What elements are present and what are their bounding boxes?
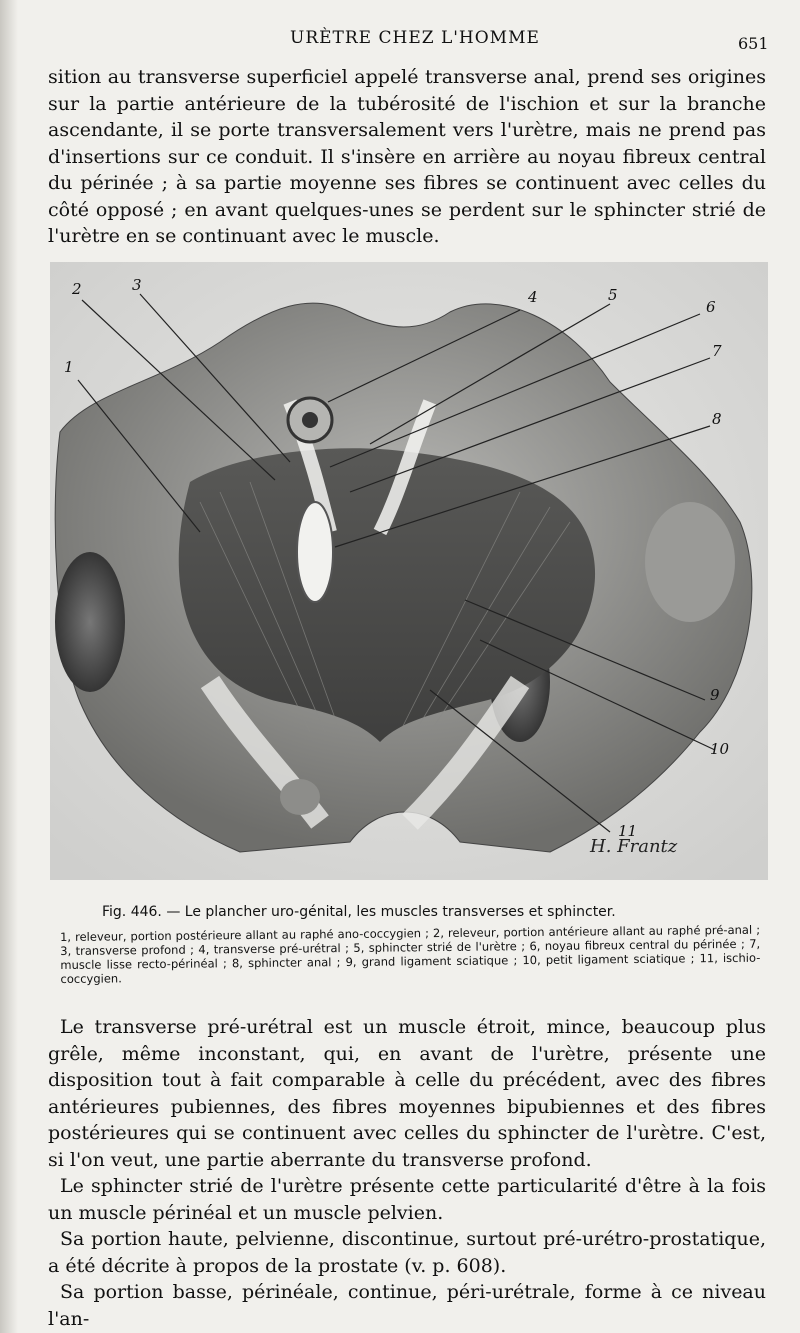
figure-label-5: 5 bbox=[608, 286, 618, 304]
figure-label-7: 7 bbox=[712, 342, 722, 360]
figure-label-6: 6 bbox=[706, 298, 716, 316]
figure-label-4: 4 bbox=[528, 288, 538, 306]
paragraph: Le sphincter strié de l'urètre présente cette particularité d'être à la fois un muscle périnéal et un muscle pelvien. bbox=[48, 1175, 766, 1224]
figure-legend: 1, releveur, portion postérieure allant au raphé ano-coccygien ; 2, releveur, portion antérieure allant au raphé pré-anal ; 3, transverse profond ; 4, transverse pré-urétral ; 5, sphincter strié de l'urètre ; 6, noyau fibreux central du périnée ; 7, muscle lisse recto-périnéal ; 8, sphincter anal ; 9, grand ligament sciatique ; 10, petit ligament sciatique ; 11, ischio-coccygien. bbox=[60, 922, 761, 986]
figure-label-2: 2 bbox=[72, 280, 82, 298]
figure-label-1: 1 bbox=[64, 358, 74, 376]
running-head: URÈTRE CHEZ L'HOMME bbox=[290, 28, 540, 48]
pelvic-floor-illustration bbox=[50, 262, 768, 880]
text-block-top bbox=[48, 64, 766, 250]
page-edge-shadow bbox=[0, 0, 18, 1333]
figure-label-10: 10 bbox=[710, 740, 730, 758]
paragraph: Sa portion basse, périnéale, continue, péri-urétrale, forme à ce niveau l'an- bbox=[48, 1281, 766, 1330]
figure-caption: Fig. 446. — Le plancher uro-génital, les muscles transverses et sphincter. bbox=[102, 904, 616, 920]
paragraph: Sa portion haute, pelvienne, discontinue, surtout pré-urétro-prostatique, a été décrite à propos de la prostate (v. p. 608). bbox=[48, 1228, 766, 1277]
text-block-bottom bbox=[48, 1014, 766, 1332]
paragraph: Le transverse pré-urétral est un muscle étroit, mince, beaucoup plus grêle, même inconstant, qui, en avant de l'urètre, présente une disposition tout à fait comparable à celle du précédent, avec des fibres antérieures pubiennes, des fibres moyennes bipubiennes et des fibres postérieures qui se continuent avec celles du sphincter de l'urètre. C'est, si l'on veut, une partie aberrante du transverse profond. bbox=[48, 1016, 766, 1171]
page-number: 651 bbox=[738, 34, 769, 53]
figure-label-11: 11 bbox=[618, 822, 638, 840]
figure-label-3: 3 bbox=[132, 276, 142, 294]
paragraph: sition au transverse superficiel appelé transverse anal, prend ses origines sur la partie antérieure de la tubérosité de l'ischion et sur la branche ascendante, il se porte transversalement vers l'urètre, mais ne prend pas d'insertions sur ce conduit. Il s'insère en arrière au noyau fibreux central du périnée ; à sa partie moyenne ses fibres se continuent avec celles du côté opposé ; en avant quelques-unes se perdent sur le sphincter strié de l'urètre en se continuant avec le muscle. bbox=[48, 66, 766, 247]
figure-label-9: 9 bbox=[710, 686, 720, 704]
anatomical-figure bbox=[50, 262, 768, 880]
illustrator-signature: H. Frantz bbox=[590, 836, 678, 857]
figure-label-8: 8 bbox=[712, 410, 722, 428]
